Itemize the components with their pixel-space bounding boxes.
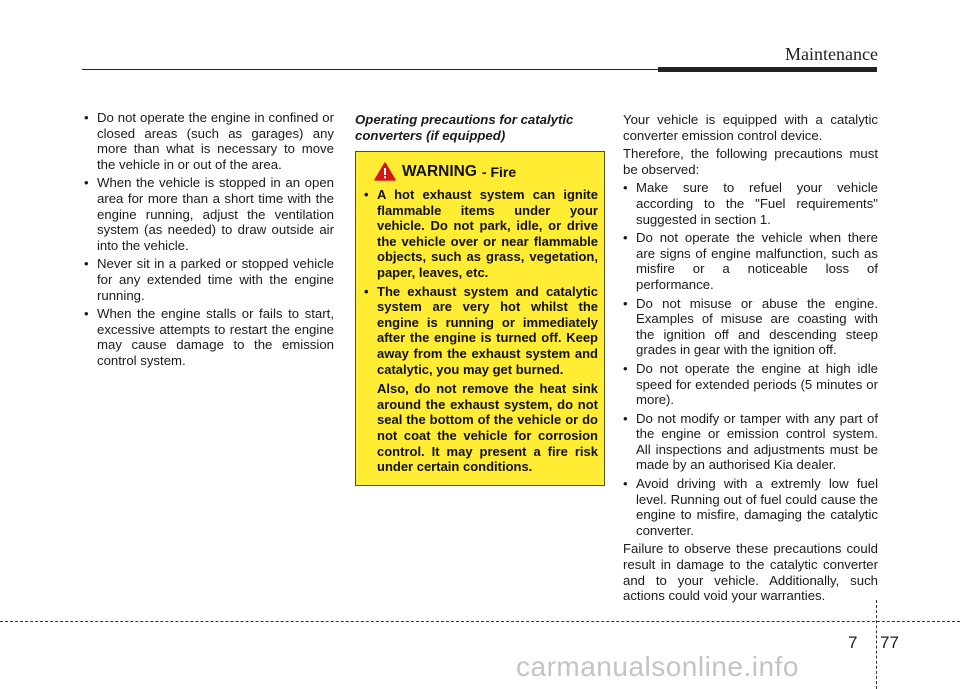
list-item: • Never sit in a parked or stopped vehicle for any extended time with the engine running.	[84, 256, 334, 303]
bullet-glyph: •	[623, 180, 628, 196]
watermark: carmanualsonline.info	[516, 651, 799, 682]
page-number: 77	[880, 633, 899, 652]
bullet-glyph: •	[364, 187, 369, 202]
right-bullet-list	[623, 180, 878, 538]
warning-box	[355, 151, 605, 486]
bullet-glyph: •	[623, 360, 628, 376]
left-column	[84, 110, 334, 372]
list-item: • When the engine stalls or fails to start, excessive attempts to restart the engine may cause damage to the emission control system.	[84, 306, 334, 368]
bullet-glyph: •	[84, 306, 89, 322]
intro-paragraph: Your vehicle is equipped with a catalytic converter emission control device.	[623, 112, 878, 143]
bullet-glyph: •	[84, 256, 89, 272]
bullet-glyph: •	[364, 283, 369, 299]
footer-rule	[0, 621, 960, 622]
middle-column	[355, 112, 607, 152]
list-item: • The exhaust system and catalytic system are very hot whilst the engine is running or immediately after the engine is turned off. Keep away from the exhaust system and catalytic, you may get burned.	[364, 283, 598, 377]
list-item: • When the vehicle is stopped in an open area for more than a short time with the engine running, adjust the ventilation system (as needed) to draw outside air into the vehicle.	[84, 175, 334, 253]
footer-divider	[876, 600, 877, 689]
bullet-glyph: •	[623, 410, 628, 426]
intro-paragraph: Therefore, the following precautions must be observed:	[623, 146, 878, 177]
list-item: • Do not operate the vehicle when there are signs of engine malfunction, such as misfire or a noticeable loss of performance.	[623, 230, 878, 292]
closing-paragraph: Failure to observe these precautions could result in damage to the catalytic converter and to your vehicle. Additionally, such actions could void your warranties.	[623, 541, 878, 604]
bullet-glyph: •	[623, 476, 628, 492]
chapter-number: 7	[848, 633, 858, 652]
warning-triangle-icon	[374, 162, 396, 181]
list-item: • Do not misuse or abuse the engine. Examples of misuse are coasting with the ignition off and descending steep grades in gear with the ignition off.	[623, 295, 878, 358]
bullet-glyph: •	[84, 110, 89, 125]
header-rule	[82, 69, 660, 70]
catalytic-heading: Operating precautions for catalytic converters (if equipped)	[355, 112, 574, 143]
list-item: • Do not operate the engine in confined or closed areas (such as garages) any more than what is necessary to move the vehicle in or out of the area.	[84, 110, 334, 172]
warning-header	[374, 162, 598, 181]
bullet-glyph: •	[623, 230, 628, 246]
list-item: • Avoid driving with a extremly low fuel level. Running out of fuel could cause the engine to misfire, damaging the catalytic converter.	[623, 476, 878, 538]
warning-subject: - Fire	[481, 163, 517, 180]
list-item: • Do not operate the engine at high idle speed for extended periods (5 minutes or more).	[623, 360, 878, 408]
right-column	[623, 112, 878, 607]
list-item: • Make sure to refuel your vehicle according to the "Fuel requirements" suggested in section 1.	[623, 180, 878, 227]
warning-extra-text: Also, do not remove the heat sink around the exhaust system, do not seal the bottom of the vehicle or do not coat the vehicle for corrosion control. It may present a fire risk under certain conditions.	[377, 381, 598, 475]
left-bullet-list	[84, 110, 334, 369]
header-rule-accent	[658, 67, 877, 72]
bullet-glyph: •	[623, 295, 628, 311]
warning-list	[364, 187, 598, 377]
list-item: • A hot exhaust system can ignite flammable items under your vehicle. Do not park, idle, or drive the vehicle over or near flammable objects, such as grass, vegetation, paper, leaves, etc.	[364, 187, 598, 280]
bullet-glyph: •	[84, 175, 89, 191]
warning-label: WARNING	[402, 162, 477, 180]
section-title: Maintenance	[785, 44, 878, 64]
list-item: • Do not modify or tamper with any part of the engine or emission control system. All inspections and adjustments must be made by an authorised Kia dealer.	[623, 410, 878, 473]
